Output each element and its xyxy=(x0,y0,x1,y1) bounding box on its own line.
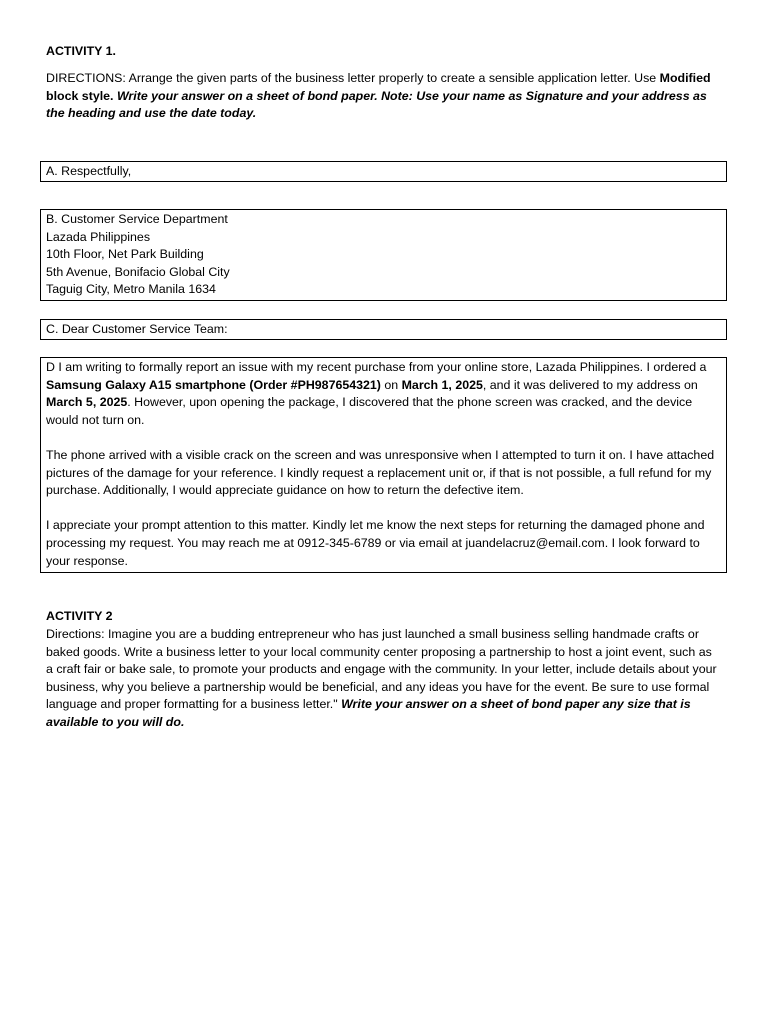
letter-part-c-box xyxy=(40,319,727,340)
activity-1-title: ACTIVITY 1. xyxy=(46,44,116,58)
activity-2-instruction-note: Write your answer on a sheet of bond paper any size that is available to you will do. xyxy=(46,697,691,729)
activity-2-directions-text: Directions: Imagine you are a budding entrepreneur who has just launched a small business selling handmade crafts or baked goods. Write a business letter to your local community center proposing a partnership to host a joint event, such as a craft fair or bake sale, to promote your products and engage with the community. In your letter, include details about your business, why you believe a partnership would be beneficial, and any ideas you have for the event. Be sure to use formal language and proper formatting for a business letter." xyxy=(46,627,717,712)
activity-1-directions xyxy=(46,70,714,123)
inside-address-line: B. Customer Service Department xyxy=(46,212,228,226)
letter-body-paragraph-1: D I am writing to formally report an issue with my recent purchase from your online store, Lazada Philippines. I ordered a Samsung Galaxy A15 smartphone (Order #PH987654321) on March 1, 2025, and it was delivered to my address on March 5, 2025. However, upon opening the package, I discovered that the phone screen was cracked, and the device would not turn on. xyxy=(46,360,707,427)
inside-address-line: 10th Floor, Net Park Building xyxy=(46,247,204,262)
letter-body-paragraph-2: The phone arrived with a visible crack on the screen and was unresponsive when I attempted to turn it on. I have attached pictures of the damage for your reference. I kindly request a replacement unit or, if that is not possible, a full refund for my purchase. Additionally, I would appreciate guidance on how to return the defective item. xyxy=(46,447,715,498)
activity-1-instruction-note: Write your answer on a sheet of bond paper. Note: Use your name as Signature and your address as the heading and use the date today. xyxy=(46,88,707,121)
inside-address-line: Taguig City, Metro Manila 1634 xyxy=(46,282,216,297)
letter-part-a-box xyxy=(40,161,727,182)
activity-2-title: ACTIVITY 2 xyxy=(46,609,113,623)
inside-address-line: Lazada Philippines xyxy=(46,229,151,244)
letter-part-a-text: A. Respectfully, xyxy=(46,164,132,178)
activity-1-style-note: Modified block style. xyxy=(46,71,711,103)
product-name: Samsung Galaxy A15 smartphone (Order #PH987654321) xyxy=(46,377,381,392)
inside-address-line: 5th Avenue, Bonifacio Global City xyxy=(46,264,230,279)
letter-part-b-box xyxy=(40,209,727,301)
activity-2-directions xyxy=(46,626,718,732)
letter-part-c-text: C. Dear Customer Service Team: xyxy=(46,322,228,336)
order-date: March 1, 2025 xyxy=(401,377,483,392)
letter-part-d-box xyxy=(40,357,727,573)
delivery-date: March 5, 2025 xyxy=(46,395,128,410)
activity-1-directions-text: DIRECTIONS: Arrange the given parts of the business letter properly to create a sensible application letter. Use xyxy=(46,71,660,85)
letter-body-paragraph-3: I appreciate your prompt attention to this matter. Kindly let me know the next steps for returning the damaged phone and processing my request. You may reach me at 0912-345-6789 or via email at juandelacruz@email.com. I look forward to your response. xyxy=(46,518,705,568)
